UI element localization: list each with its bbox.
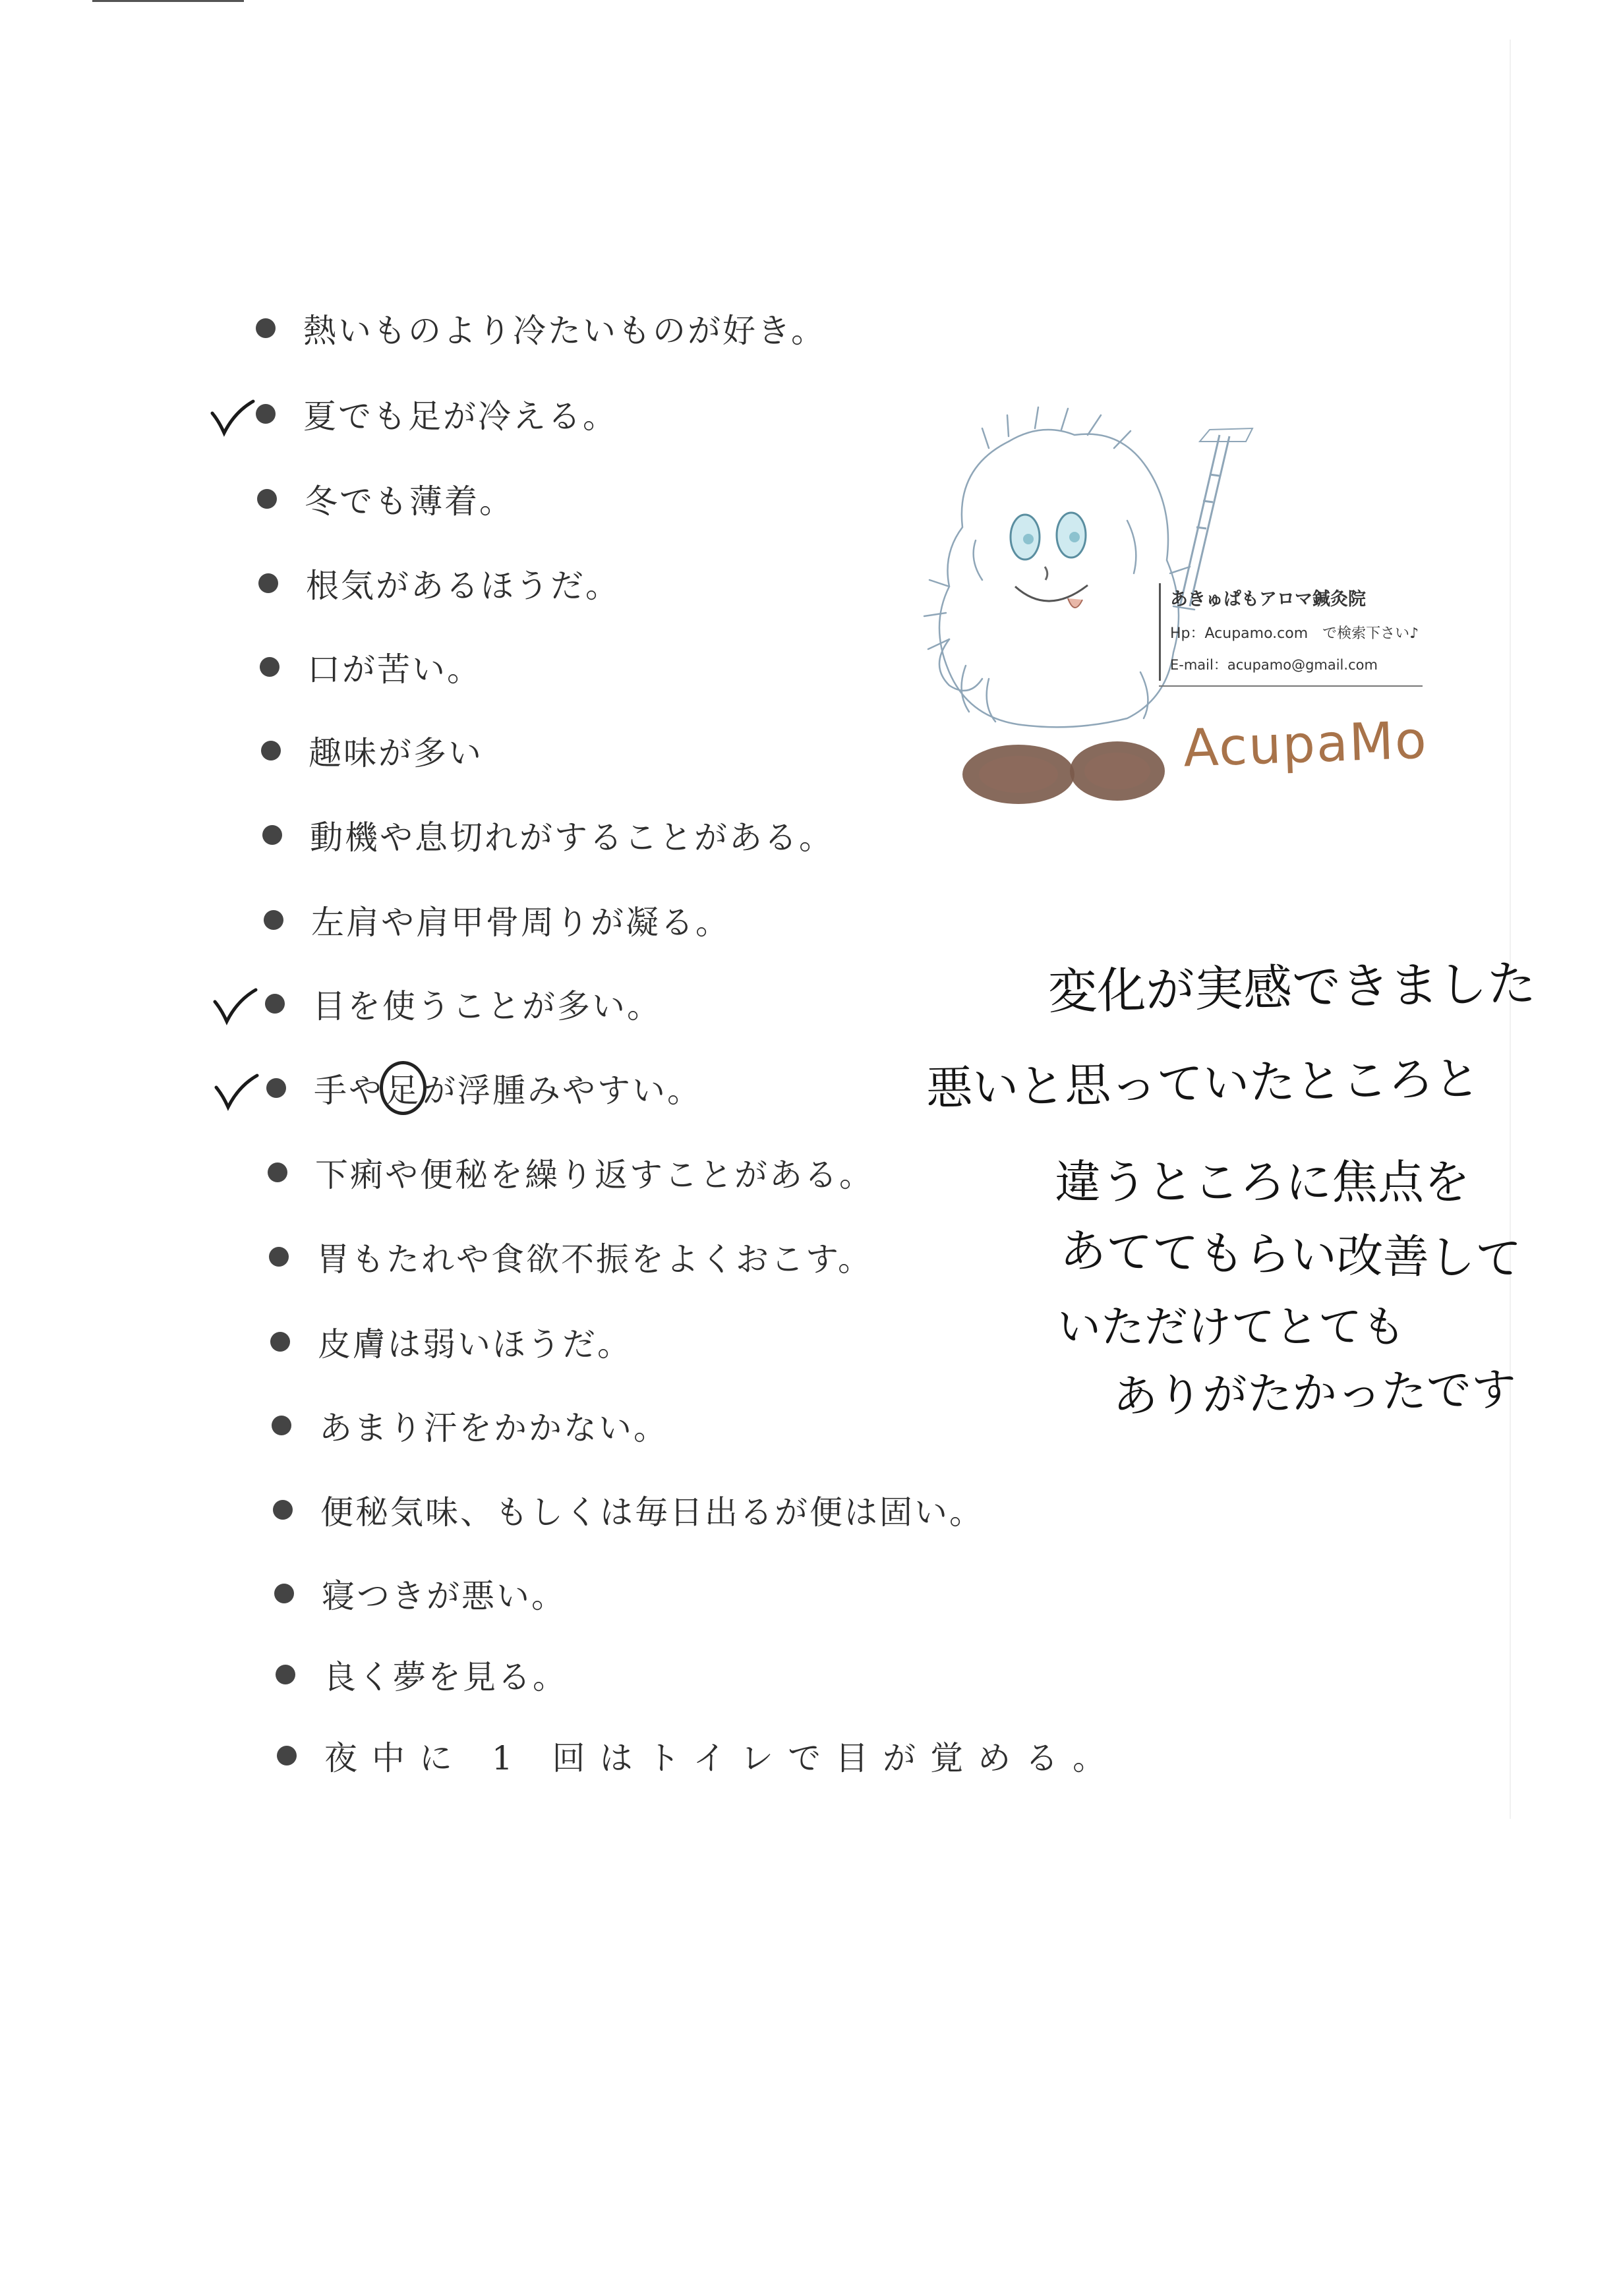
- clinic-stamp: [1159, 583, 1434, 681]
- handwritten-comment-line: いただけてとても: [1057, 1302, 1405, 1352]
- checklist-item-text: 熱いものより冷たいものが好き。: [303, 312, 826, 350]
- checkmark-icon: [210, 399, 256, 438]
- checklist-item-text: 寝つきが悪い。: [322, 1577, 566, 1615]
- bullet-icon: [274, 1584, 294, 1603]
- checkmark-icon: [214, 1073, 260, 1112]
- checklist-item: [274, 1564, 566, 1623]
- checklist-item-text: 夜中に 1 回はトイレで目が覚める。: [324, 1739, 1121, 1777]
- handwritten-comment-line: ありがたかったです: [1112, 1363, 1517, 1423]
- checklist-item: [256, 299, 826, 358]
- checklist-item: [270, 1312, 632, 1371]
- checklist-item-text: 目を使うことが多い。: [312, 987, 662, 1025]
- bullet-icon: [273, 1500, 293, 1520]
- bullet-icon: [257, 489, 277, 509]
- checklist-item: [258, 554, 620, 613]
- checklist-item: [256, 384, 618, 444]
- checklist-item: [257, 469, 514, 529]
- circled-mark: 足: [380, 1061, 427, 1115]
- checklist-item-text: 皮膚は弱いほうだ。: [318, 1325, 632, 1363]
- checklist-item: [273, 1480, 984, 1539]
- checklist-item: [265, 974, 662, 1033]
- checklist-item: [268, 1143, 874, 1202]
- bullet-icon: [272, 1416, 291, 1435]
- clinic-name: あきゅぱもアロマ鍼灸院: [1170, 589, 1366, 610]
- handwritten-comment-line: あててもらい改善して: [1059, 1223, 1522, 1286]
- handwritten-comment-line: 悪いと思っていたところと: [926, 1051, 1481, 1116]
- checklist-item-text: 良く夢を見る。: [323, 1658, 568, 1696]
- bullet-icon: [265, 994, 285, 1014]
- checklist-item: [260, 637, 482, 697]
- checklist-item: [264, 890, 730, 950]
- checklist-item-text: 趣味が多い: [309, 734, 483, 772]
- checkmark-icon: [212, 987, 258, 1027]
- checklist-item: [262, 805, 834, 865]
- bullet-icon: [258, 573, 278, 593]
- checklist-item-text: 胃もたれや食欲不振をよくおこす。: [316, 1240, 873, 1278]
- bullet-icon: [256, 318, 276, 338]
- bullet-icon: [262, 825, 282, 845]
- handwritten-comment-line: 違うところに焦点を: [1055, 1155, 1470, 1209]
- handwritten-comment-line: 変化が実感できました: [1047, 955, 1537, 1021]
- clinic-email: E-mail：acupamo@gmail.com: [1170, 657, 1378, 673]
- bullet-icon: [270, 1332, 290, 1352]
- bullet-icon: [268, 1162, 287, 1182]
- checklist-item: [261, 721, 483, 780]
- bullet-icon: [269, 1247, 289, 1267]
- checklist-item: [277, 1726, 1120, 1785]
- checklist-item: [269, 1227, 873, 1286]
- checklist-item-text: 便秘気味、もしくは毎日出るが便は固い。: [320, 1493, 984, 1532]
- bullet-icon: [276, 1665, 295, 1684]
- checklist-item-text: 口が苦い。: [307, 650, 482, 689]
- brand-logo-text: AcupaMo: [1182, 710, 1429, 779]
- checklist-item: [266, 1058, 702, 1118]
- checklist-item-text: あまり汗をかかない。: [319, 1409, 668, 1447]
- stamp-divider: [1159, 685, 1423, 687]
- bullet-icon: [264, 910, 283, 930]
- checklist-item-text: 根気があるほうだ。: [306, 567, 620, 605]
- checklist-item-text: 夏でも足が冷える。: [303, 397, 618, 436]
- bullet-icon: [256, 404, 276, 424]
- bullet-icon: [261, 741, 281, 761]
- checklist-item-text: 下痢や便秘を繰り返すことがある。: [315, 1156, 874, 1194]
- clinic-website: Hp：Acupamo.com で検索下さい♪: [1170, 625, 1419, 642]
- checklist-item: [276, 1645, 568, 1704]
- checklist-item-text: 冬でも薄着。: [305, 482, 514, 521]
- checklist-item-text: 手や足が浮腫みやすい。: [314, 1061, 702, 1115]
- bullet-icon: [260, 657, 280, 677]
- bullet-icon: [266, 1078, 286, 1098]
- checklist-item-text: 左肩や肩甲骨周りが凝る。: [311, 904, 730, 942]
- bullet-icon: [277, 1746, 297, 1765]
- checklist-item-text: 動機や息切れがすることがある。: [310, 818, 834, 857]
- checklist-item: [272, 1396, 668, 1455]
